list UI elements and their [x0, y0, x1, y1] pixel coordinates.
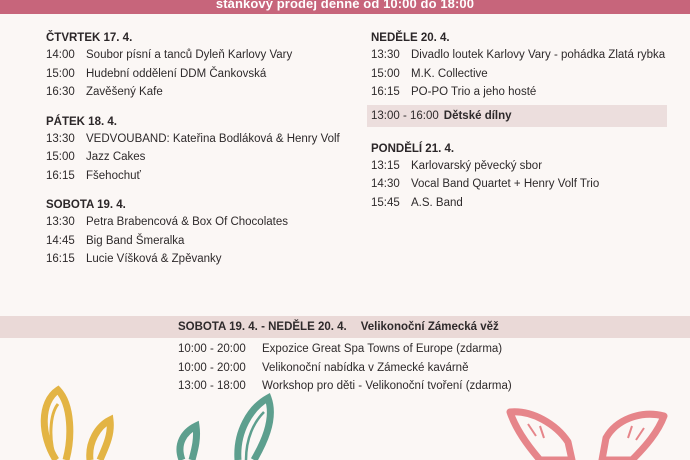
event-text: Divadlo loutek Karlovy Vary - pohádka Zlatá rybka	[411, 49, 666, 61]
workshops-time: 13:00 - 16:00	[371, 109, 439, 122]
event-text: Jazz Cakes	[86, 151, 146, 163]
bunny-ears-decoration	[0, 380, 690, 460]
sales-hours-text: stánkový prodej denně od 10:00 do 18:00	[215, 0, 475, 11]
event-row	[371, 175, 661, 194]
event-time: 13:00 - 18:00	[178, 380, 246, 392]
event-text: Zavěšený Kafe	[86, 86, 163, 98]
event-time: 13:30	[46, 132, 75, 145]
event-text: Big Band Šmeralka	[86, 234, 185, 247]
event-time: 13:15	[371, 159, 400, 172]
pink-ears-icon	[510, 412, 664, 460]
event-time: 14:00	[46, 49, 75, 61]
event-text: A.S. Band	[411, 196, 463, 209]
event-row	[371, 194, 661, 213]
event-text: Soubor písní a tanců Dyleň Karlovy Vary	[86, 49, 293, 61]
weekend-title	[178, 316, 499, 338]
event-row	[371, 65, 661, 84]
weekend-event-name: Velikonoční Zámecká věž	[360, 321, 499, 333]
event-row	[371, 83, 661, 102]
event-row	[46, 167, 346, 186]
event-text: Vocal Band Quartet + Henry Volf Trio	[411, 178, 600, 190]
weekend-dates: SOBOTA 19. 4. - NEDĚLE 20. 4.	[178, 321, 347, 333]
yellow-ears-icon	[44, 390, 110, 460]
event-row	[46, 46, 346, 65]
event-text: VEDVOUBAND: Kateřina Bodláková & Henry Volf	[86, 132, 340, 145]
event-time: 14:45	[46, 234, 75, 247]
header-band	[0, 0, 690, 14]
event-text: Lucie Víšková & Zpěvanky	[86, 253, 222, 265]
event-text: Velikonoční nabídka v Zámecké kavárně	[262, 361, 469, 374]
event-time: 15:00	[46, 151, 75, 163]
event-time: 13:30	[46, 216, 75, 228]
event-row	[46, 250, 346, 269]
event-time: 15:00	[371, 67, 400, 80]
day-title: NEDĚLE 20. 4.	[371, 32, 450, 44]
day-title: SOBOTA 19. 4.	[46, 199, 126, 211]
event-text: PO-PO Trio a jeho hosté	[411, 86, 537, 98]
day-block	[46, 30, 346, 102]
day-title: ČTVRTEK 17. 4.	[46, 32, 133, 44]
day-block	[371, 30, 666, 102]
workshops-highlight	[367, 105, 667, 127]
event-time: 16:15	[46, 253, 75, 265]
event-row	[46, 148, 346, 167]
event-text: Hudební oddělení DDM Čankovská	[86, 67, 267, 80]
day-title: PÁTEK 18. 4.	[46, 115, 117, 128]
event-time: 16:15	[46, 169, 75, 182]
event-row	[46, 65, 346, 84]
event-row	[178, 359, 578, 378]
workshops-label: Dětské dílny	[443, 109, 512, 122]
event-time: 13:30	[371, 49, 400, 61]
event-text: Fšehochuť	[86, 169, 141, 182]
event-time: 15:00	[46, 67, 75, 80]
day-title: PONDĚLÍ 21. 4.	[371, 142, 455, 155]
schedule-right-column	[371, 30, 666, 224]
green-ears-icon	[180, 398, 270, 460]
day-block	[371, 141, 661, 213]
event-row	[46, 232, 346, 251]
event-time: 10:00 - 20:00	[178, 343, 246, 355]
event-time: 10:00 - 20:00	[178, 361, 246, 374]
event-row	[46, 83, 346, 102]
event-time: 15:45	[371, 196, 400, 209]
event-time: 16:30	[46, 86, 75, 98]
event-text: M.K. Collective	[411, 67, 488, 80]
event-row	[46, 213, 346, 232]
event-row	[371, 157, 661, 176]
event-text: Karlovarský pěvecký sbor	[411, 159, 543, 172]
event-text: Workshop pro děti - Velikonoční tvoření (zdarma)	[262, 380, 512, 392]
event-row	[46, 130, 346, 149]
event-row	[178, 340, 578, 359]
event-time: 14:30	[371, 178, 400, 190]
day-block	[46, 197, 346, 269]
event-row	[371, 46, 666, 65]
schedule-left-column	[46, 30, 346, 281]
event-time: 16:15	[371, 86, 400, 98]
weekend-band	[0, 316, 690, 338]
event-text: Expozice Great Spa Towns of Europe (zdarma)	[262, 343, 503, 355]
day-block	[46, 114, 346, 186]
event-text: Petra Brabencová & Box Of Chocolates	[86, 216, 288, 228]
